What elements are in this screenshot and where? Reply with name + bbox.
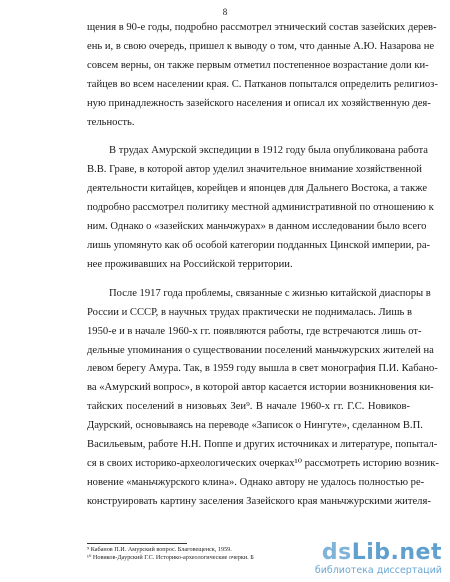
text-line: 1950-е и в начале 1960-х гг. появляются работы, где встречаются лишь от-	[87, 325, 422, 337]
text-line: ень и, в свою очередь, пришел к выводу о том, что данные А.Ю. Назарова не	[87, 40, 435, 52]
text-line: тайцев во всем населении края. С. Патканов попытался определить религиоз-	[87, 78, 438, 90]
text-line: лишь упомянуто как об особой категории подданных Цинской империи, ра-	[87, 239, 431, 251]
text-line: ним. Однако о «зазейских маньчжурах» в данном исследовании было всего	[87, 221, 427, 233]
text-line: В.В. Граве, в которой автор уделил значительное внимание хозяйственной	[87, 164, 422, 176]
text-line: левом берегу Амура. Так, в 1959 году вышла в свет монография П.И. Кабано-	[87, 363, 438, 375]
text-line: После 1917 года проблемы, связанные с жизнью китайской диаспоры в	[109, 287, 431, 299]
text-line: тайских поселений в низовьях Зеи⁹. В начале 1960-х гг. Г.С. Новиков-	[87, 401, 410, 413]
document-body	[87, 19, 439, 512]
text-line: новение «маньчжурского клина». Однако автору не удалось полностью ре-	[87, 476, 425, 488]
text-line: ную принадлежность зазейского населения и описал их хозяйственную дея-	[87, 97, 431, 109]
text-line: В трудах Амурской экспедиции в 1912 году была опубликована работа	[109, 145, 428, 157]
footnote-divider	[87, 543, 187, 544]
watermark-logo-main: Lib.net	[351, 540, 442, 565]
text-line: дельные упоминания о существовании поселений маньчжурских жителей на	[87, 344, 434, 356]
text-line: подробно рассмотрел политику местной административной по отношению к	[87, 202, 434, 214]
watermark-logo	[315, 542, 442, 564]
paragraph-3	[87, 285, 439, 512]
watermark-subtitle: библиотека диссертаций	[314, 565, 442, 576]
footnote-10: ¹⁰ Новиков-Даурский Г.С. Историко-археологические очерки. Б	[87, 554, 254, 561]
paragraph-1	[87, 19, 438, 132]
text-line: нее проживавших на Российской территории.	[87, 258, 293, 270]
text-line: щения в 90-е годы, подробно рассмотрел этнический состав зазейских дерев-	[87, 22, 437, 33]
text-line: конструировать картину заселения Зазейского края маньчжурскими жителя-	[87, 495, 431, 507]
watermark-logo-prefix: ds	[321, 540, 352, 565]
text-line: совсем верны, он также первым отметил постепенное возрастание доли ки-	[87, 59, 429, 71]
dslib-watermark	[315, 542, 442, 576]
text-line: тельность.	[87, 116, 135, 128]
text-line: деятельности китайцев, корейцев и японцев для Дальнего Востока, а также	[87, 183, 428, 195]
text-line: Даурский, основываясь на переводе «Записок о Нингуте», сделанном В.П.	[87, 420, 423, 432]
paragraph-2	[87, 142, 434, 274]
text-line: Васильевым, работе Н.Н. Поппе и других источниках и литературе, попытал-	[87, 439, 438, 451]
text-line: ва «Амурский вопрос», в которой автор касается истории возникновения ки-	[87, 382, 434, 394]
text-line: России и СССР, в научных трудах практически не поднималась. Лишь в	[87, 306, 412, 318]
footnote-9: ⁹ Кабанов П.И. Амурский вопрос. Благовещенск, 1959.	[87, 546, 232, 553]
page-number: 8	[222, 7, 228, 17]
text-line: ся в своих историко-археологических очерках¹⁰ рассмотреть историю возник-	[87, 457, 439, 469]
